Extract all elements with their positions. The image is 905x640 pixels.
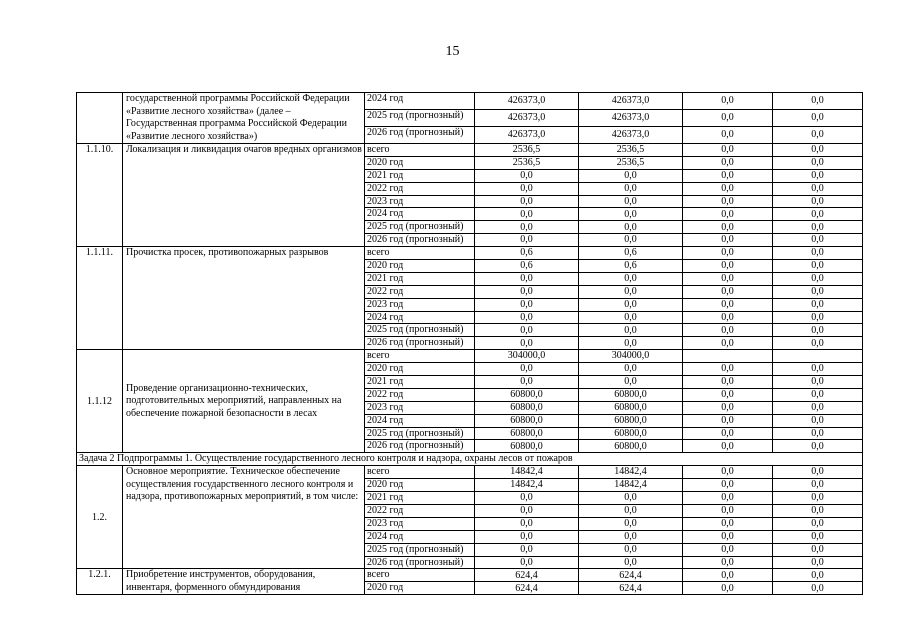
period-cell: 2023 год [365,517,475,530]
value-cell: 60800,0 [475,427,579,440]
value-cell: 0,0 [683,247,773,260]
table-row [77,569,863,582]
value-cell: 0,0 [773,337,863,350]
value-cell: 0,0 [683,127,773,144]
value-cell: 624,4 [579,569,683,582]
period-cell: 2022 год [365,504,475,517]
value-cell: 0,0 [773,247,863,260]
value-cell: 0,0 [683,401,773,414]
value-cell: 0,0 [579,556,683,569]
task-heading: Задача 2 Подпрограммы 1. Осуществление государственного лесного контроля и надзора, охраны лесов от пожаров [77,453,863,466]
period-cell: 2026 год (прогнозный) [365,127,475,144]
value-cell: 0,0 [773,144,863,157]
value-cell: 0,0 [773,182,863,195]
measure-code: 1.1.11. [77,247,123,350]
period-cell: 2025 год (прогнозный) [365,110,475,127]
value-cell: 0,0 [579,195,683,208]
period-cell: 2023 год [365,298,475,311]
value-cell: 0,0 [773,363,863,376]
value-cell: 0,0 [579,337,683,350]
period-cell: 2026 год (прогнозный) [365,234,475,247]
value-cell: 60800,0 [579,414,683,427]
value-cell: 0,0 [579,182,683,195]
table-row [77,144,863,157]
value-cell: 0,0 [683,479,773,492]
value-cell: 0,0 [579,492,683,505]
value-cell [683,350,773,363]
value-cell: 0,0 [683,260,773,273]
value-cell: 304000,0 [579,350,683,363]
value-cell: 14842,4 [579,479,683,492]
value-cell: 0,0 [579,363,683,376]
value-cell: 0,0 [683,195,773,208]
value-cell: 0,0 [773,479,863,492]
value-cell: 0,0 [773,156,863,169]
period-cell: всего [365,350,475,363]
measure-description: государственной программы Российской Федерации «Развитие лесного хозяйства» (далее – Государственная программа Российской Федерации «Развитие лесного хозяйства») [123,93,365,144]
measure-code [77,93,123,144]
period-cell: 2021 год [365,376,475,389]
period-cell: 2025 год (прогнозный) [365,221,475,234]
value-cell: 0,0 [579,221,683,234]
period-cell: 2023 год [365,195,475,208]
value-cell: 0,0 [683,298,773,311]
table-row [77,93,863,110]
value-cell: 0,0 [579,517,683,530]
period-cell: 2024 год [365,414,475,427]
value-cell: 14842,4 [475,479,579,492]
measure-description: Приобретение инструментов, оборудования, инвентаря, форменного обмундирования [123,569,365,595]
value-cell: 0,0 [773,311,863,324]
value-cell: 0,0 [579,208,683,221]
measure-description: Локализация и ликвидация очагов вредных организмов [123,144,365,247]
value-cell: 0,0 [683,517,773,530]
value-cell: 0,0 [683,543,773,556]
value-cell: 0,0 [579,298,683,311]
value-cell: 0,0 [683,234,773,247]
value-cell: 60800,0 [475,440,579,453]
value-cell: 0,0 [579,324,683,337]
value-cell: 0,0 [773,466,863,479]
measure-description: Проведение организационно-технических, подготовительных мероприятий, направленных на обеспечение пожарной безопасности в лесах [123,350,365,453]
value-cell: 0,6 [579,260,683,273]
value-cell: 0,0 [475,376,579,389]
period-cell: 2022 год [365,182,475,195]
period-cell: 2024 год [365,93,475,110]
value-cell: 426373,0 [579,127,683,144]
value-cell: 0,6 [579,247,683,260]
value-cell: 0,0 [579,169,683,182]
value-cell: 0,0 [773,285,863,298]
period-cell: 2021 год [365,169,475,182]
value-cell: 0,0 [475,337,579,350]
table-row [77,350,863,363]
value-cell: 0,0 [773,388,863,401]
value-cell: 0,0 [475,195,579,208]
period-cell: 2020 год [365,479,475,492]
value-cell: 0,0 [475,530,579,543]
value-cell: 0,0 [773,414,863,427]
value-cell: 0,0 [475,543,579,556]
value-cell: 0,0 [683,169,773,182]
measure-description: Прочистка просек, противопожарных разрывов [123,247,365,350]
period-cell: 2021 год [365,492,475,505]
period-cell: всего [365,144,475,157]
value-cell: 0,0 [579,376,683,389]
period-cell: 2026 год (прогнозный) [365,440,475,453]
value-cell: 0,0 [475,182,579,195]
value-cell: 0,0 [773,110,863,127]
value-cell: 0,0 [475,298,579,311]
value-cell: 0,0 [683,427,773,440]
value-cell: 0,0 [773,298,863,311]
value-cell: 0,0 [773,504,863,517]
value-cell: 0,0 [475,556,579,569]
value-cell: 0,0 [475,221,579,234]
value-cell: 14842,4 [475,466,579,479]
measure-code: 1.2. [77,466,123,569]
value-cell: 0,0 [773,260,863,273]
period-cell: 2026 год (прогнозный) [365,556,475,569]
value-cell: 0,0 [683,208,773,221]
value-cell: 0,0 [773,427,863,440]
period-cell: всего [365,466,475,479]
value-cell: 0,0 [475,234,579,247]
value-cell: 0,0 [475,272,579,285]
value-cell: 60800,0 [579,440,683,453]
value-cell: 0,0 [683,324,773,337]
period-cell: 2022 год [365,285,475,298]
value-cell: 0,0 [773,492,863,505]
period-cell: 2020 год [365,156,475,169]
value-cell: 0,0 [579,530,683,543]
value-cell: 0,0 [475,324,579,337]
value-cell: 0,0 [773,543,863,556]
value-cell: 2536,5 [475,156,579,169]
period-cell: 2025 год (прогнозный) [365,427,475,440]
value-cell: 14842,4 [579,466,683,479]
value-cell: 0,0 [773,324,863,337]
value-cell: 0,0 [683,440,773,453]
value-cell: 0,0 [683,569,773,582]
value-cell: 0,0 [579,234,683,247]
value-cell: 426373,0 [579,110,683,127]
value-cell: 426373,0 [579,93,683,110]
value-cell: 0,0 [773,530,863,543]
value-cell: 0,0 [475,363,579,376]
period-cell: 2024 год [365,530,475,543]
period-cell: всего [365,247,475,260]
value-cell: 60800,0 [579,401,683,414]
value-cell: 0,6 [475,247,579,260]
value-cell: 0,0 [773,556,863,569]
value-cell: 0,0 [475,285,579,298]
value-cell: 0,0 [579,543,683,556]
page-number: 15 [445,44,460,59]
period-cell: всего [365,569,475,582]
value-cell: 426373,0 [475,110,579,127]
value-cell: 0,0 [773,582,863,595]
table-row [77,247,863,260]
value-cell: 0,0 [579,285,683,298]
value-cell: 0,0 [773,195,863,208]
period-cell: 2025 год (прогнозный) [365,324,475,337]
value-cell: 60800,0 [475,401,579,414]
period-cell: 2024 год [365,311,475,324]
task-row [77,453,863,466]
value-cell: 60800,0 [475,414,579,427]
value-cell: 0,0 [683,582,773,595]
value-cell: 0,0 [773,376,863,389]
value-cell: 60800,0 [475,388,579,401]
period-cell: 2026 год (прогнозный) [365,337,475,350]
value-cell: 0,0 [773,440,863,453]
value-cell: 0,0 [579,272,683,285]
value-cell: 0,0 [683,556,773,569]
value-cell: 0,0 [683,182,773,195]
budget-table [76,92,863,595]
value-cell: 0,0 [683,144,773,157]
value-cell: 304000,0 [475,350,579,363]
value-cell: 624,4 [579,582,683,595]
value-cell: 0,0 [773,234,863,247]
measure-code: 1.1.12 [77,350,123,453]
value-cell: 60800,0 [579,427,683,440]
value-cell: 0,0 [773,208,863,221]
value-cell [773,350,863,363]
value-cell: 0,0 [773,401,863,414]
value-cell: 0,0 [683,285,773,298]
value-cell: 0,0 [683,221,773,234]
value-cell: 0,0 [683,337,773,350]
value-cell: 0,0 [683,272,773,285]
value-cell: 2536,5 [475,144,579,157]
value-cell: 0,0 [683,504,773,517]
value-cell: 0,0 [475,504,579,517]
value-cell: 2536,5 [579,156,683,169]
measure-description: Основное мероприятие. Техническое обеспечение осуществления государственного лесного контроля и надзора, противопожарных мероприятий, в том числе: [123,466,365,569]
value-cell: 0,0 [683,311,773,324]
value-cell: 0,0 [475,169,579,182]
period-cell: 2022 год [365,388,475,401]
value-cell: 0,0 [683,93,773,110]
value-cell: 0,6 [475,260,579,273]
period-cell: 2021 год [365,272,475,285]
value-cell: 0,0 [773,169,863,182]
value-cell: 0,0 [773,272,863,285]
value-cell: 0,0 [773,93,863,110]
value-cell: 0,0 [683,530,773,543]
value-cell: 426373,0 [475,93,579,110]
value-cell: 0,0 [773,517,863,530]
value-cell: 426373,0 [475,127,579,144]
value-cell: 624,4 [475,582,579,595]
value-cell: 0,0 [475,208,579,221]
measure-code: 1.2.1. [77,569,123,595]
value-cell: 0,0 [683,492,773,505]
value-cell: 0,0 [475,517,579,530]
period-cell: 2024 год [365,208,475,221]
period-cell: 2020 год [365,260,475,273]
value-cell: 0,0 [683,414,773,427]
value-cell: 0,0 [475,311,579,324]
value-cell: 0,0 [579,504,683,517]
period-cell: 2020 год [365,363,475,376]
value-cell: 0,0 [773,221,863,234]
period-cell: 2020 год [365,582,475,595]
value-cell: 0,0 [773,569,863,582]
value-cell: 0,0 [683,376,773,389]
table-row [77,466,863,479]
value-cell: 0,0 [683,466,773,479]
value-cell: 2536,5 [579,144,683,157]
value-cell: 0,0 [579,311,683,324]
value-cell: 624,4 [475,569,579,582]
value-cell: 0,0 [773,127,863,144]
period-cell: 2023 год [365,401,475,414]
value-cell: 0,0 [475,492,579,505]
period-cell: 2025 год (прогнозный) [365,543,475,556]
value-cell: 0,0 [683,363,773,376]
value-cell: 0,0 [683,156,773,169]
value-cell: 0,0 [683,110,773,127]
value-cell: 0,0 [683,388,773,401]
value-cell: 60800,0 [579,388,683,401]
measure-code: 1.1.10. [77,144,123,247]
